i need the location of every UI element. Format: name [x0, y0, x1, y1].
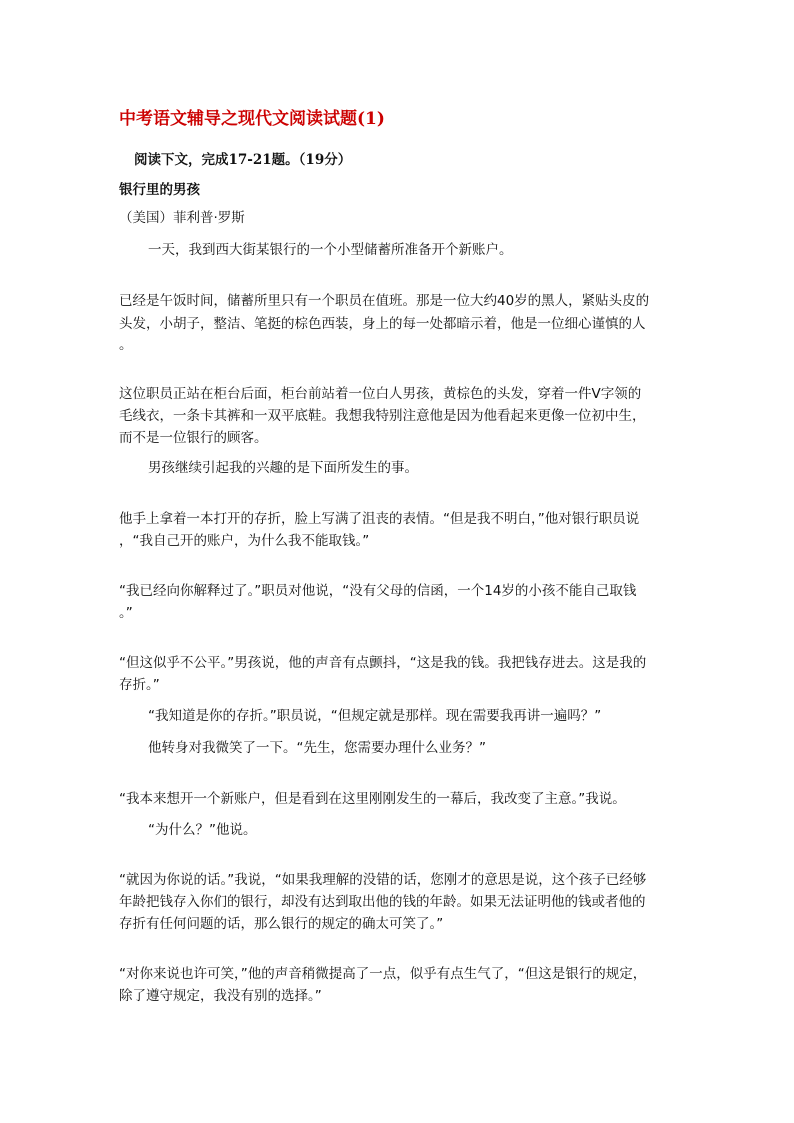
paragraph-line: “我本来想开一个新账户，但是看到在这里刚刚发生的一幕后，我改变了主意。”我说。 [119, 791, 626, 807]
paragraph-line: 他转身对我微笑了一下。“先生，您需要办理什么业务？” [148, 740, 486, 756]
paragraph-line: 年龄把钱存入你们的银行，却没有达到取出他的钱的年龄。如果无法证明他的钱或者他的 [119, 894, 646, 910]
document-title: 中考语文辅导之现代文阅读试题(1) [119, 109, 385, 129]
paragraph-line: “对你来说也许可笑，”他的声音稍微提高了一点，似乎有点生气了，“但这是银行的规定， [119, 966, 647, 982]
paragraph-line: 已经是午饭时间，储蓄所里只有一个职员在值班。那是一位大约40岁的黑人，紧贴头皮的 [119, 293, 650, 309]
paragraph-line: “为什么？”他说。 [148, 822, 257, 838]
paragraph-line: 一天，我到西大街某银行的一个小型储蓄所准备开个新账户。 [148, 242, 513, 258]
paragraph-line: 存折。” [119, 677, 160, 693]
paragraph-line: “我已经向你解释过了。”职员对他说，“没有父母的信函，一个14岁的小孩不能自己取钱 [119, 583, 637, 599]
paragraph-line: “我知道是你的存折。”职员说，“但规定就是那样。现在需要我再讲一遍吗？” [148, 708, 602, 724]
paragraph-line: 除了遵守规定，我没有别的选择。” [119, 988, 322, 1004]
paragraph-line: 毛线衣，一条卡其裤和一双平底鞋。我想我特别注意他是因为他看起来更像一位初中生， [119, 408, 646, 424]
paragraph-line: “就因为你说的话。”我说，“如果我理解的没错的话，您刚才的意思是说，这个孩子已经够 [119, 872, 647, 888]
paragraph-line: 而不是一位银行的顾客。 [119, 430, 268, 446]
question-instruction: 阅读下文，完成17-21题。（19分） [134, 152, 352, 168]
paragraph-line: 他手上拿着一本打开的存折，脸上写满了沮丧的表情。“但是我不明白，”他对银行职员说 [119, 511, 640, 527]
article-author: （美国）菲利普·罗斯 [119, 210, 245, 226]
paragraph-line: 头发，小胡子，整洁、笔挺的棕色西装，身上的每一处都暗示着，他是一位细心谨慎的人 [119, 316, 646, 332]
paragraph-line: 。” [119, 605, 133, 621]
paragraph-line: 男孩继续引起我的兴趣的是下面所发生的事。 [148, 460, 418, 476]
paragraph-line: “但这似乎不公平。”男孩说，他的声音有点颤抖，“这是我的钱。我把钱存进去。这是我的 [119, 655, 647, 671]
paragraph-line: 。 [119, 337, 133, 353]
paragraph-line: ，“我自己开的账户，为什么我不能取钱。” [119, 533, 370, 549]
paragraph-line: 存折有任何问题的话，那么银行的规定的确太可笑了。” [119, 916, 444, 932]
paragraph-line: 这位职员正站在柜台后面，柜台前站着一位白人男孩，黄棕色的头发，穿着一件V字领的 [119, 386, 642, 402]
article-title: 银行里的男孩 [119, 182, 200, 198]
